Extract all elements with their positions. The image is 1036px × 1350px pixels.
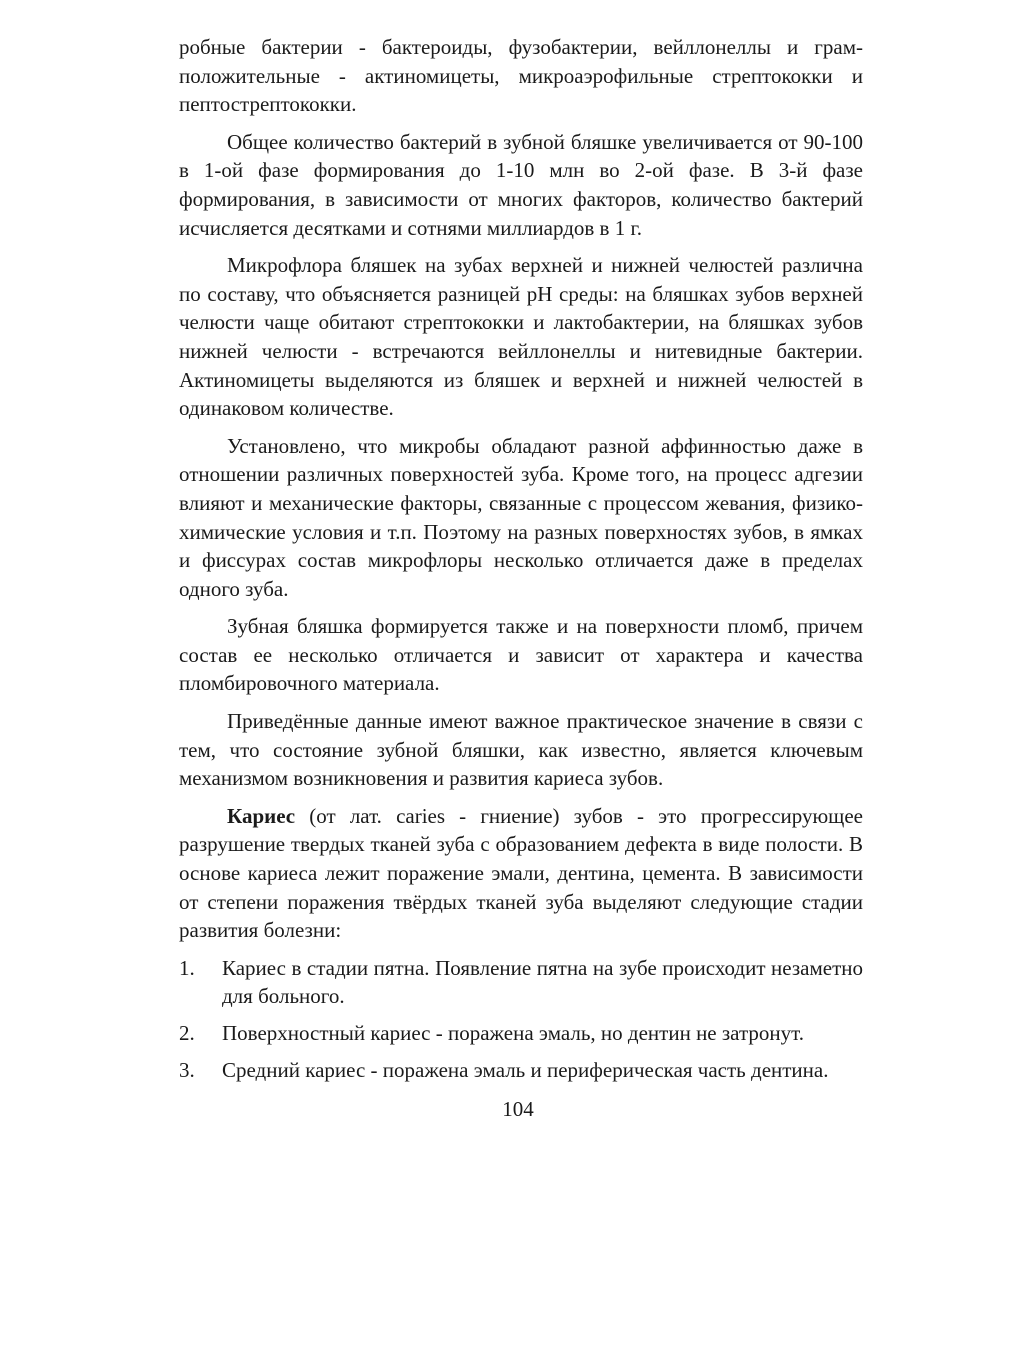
caries-definition-text: (от лат. caries - гниение) зубов - это прогрессирующее разрушение твердых тканей зуба с образованием дефекта в виде полости. В основе кариеса лежит поражение эмали, дентина, цемента. В зависимости от степени поражения твёрдых тканей зуба выделяют следующие стадии развития болезни: [179,803,863,943]
paragraph-significance: Приведённые данные имеют важное практическое значение в связи с тем, что состояние зубной бляшки, как известно, является ключевым механизмом возникновения и развития кариеса зубов. [179,709,863,791]
list-item-number: 1. [179,955,195,980]
page-body [179,33,863,1092]
paragraph-fillings: Зубная бляшка формируется также и на поверхности пломб, причем состав ее несколько отличается и зависит от характера и качества пломбировочного материала. [179,614,863,696]
paragraph-caries-definition [179,802,863,945]
caries-stages-list [179,954,863,1084]
page-number: 104 [502,1097,534,1121]
list-item [179,1019,863,1048]
list-item-text: Средний кариес - поражена эмаль и периферическая часть дентина. [222,1057,829,1082]
paragraph-microflora: Микрофлора бляшек на зубах верхней и нижней челюстей различна по составу, что объясняется разницей pH среды: на бляшках зубов верхней челюсти чаще обитают стрептококки и лактобактерии, на бляшках зубов нижней челюсти - встречаются вейллонеллы и нитевидные бактерии. Актиномицеты выделяются из бляшек и верхней и нижней челюстей в одинаковом количестве. [179,253,863,421]
list-item-number: 3. [179,1057,195,1082]
list-item-text: Кариес в стадии пятна. Появление пятна на зубе происходит незаметно для больного. [222,955,863,1009]
paragraph-affinity: Установлено, что микробы обладают разной аффинностью даже в отношении различных поверхностей зуба. Кроме того, на процесс адгезии влияют и механические факторы, связанные с процессом жевания, физико-химические условия и т.п. Поэтому на разных поверхностях зубов, в ямках и фиссурах состав микрофлоры несколько отличается даже в пределах одного зуба. [179,433,863,601]
paragraph-continuation: робные бактерии - бактероиды, фузобактерии, вейллонеллы и грам-положительные - актиномицеты, микроаэрофильные стрептококки и пептострептококки. [179,35,863,117]
list-item [179,1056,863,1085]
term-caries: Кариес [227,803,296,828]
list-item [179,954,863,1011]
paragraph-bacteria-count: Общее количество бактерий в зубной бляшке увеличивается от 90-100 в 1-ой фазе формирования до 1-10 млн во 2-ой фазе. В 3-й фазе формирования, в зависимости от многих факторов, количество бактерий исчисляется десятками и сотнями миллиардов в 1 г. [179,129,863,240]
list-item-number: 2. [179,1021,195,1045]
list-item-text: Поверхностный кариес - поражена эмаль, но дентин не затронут. [222,1021,804,1045]
